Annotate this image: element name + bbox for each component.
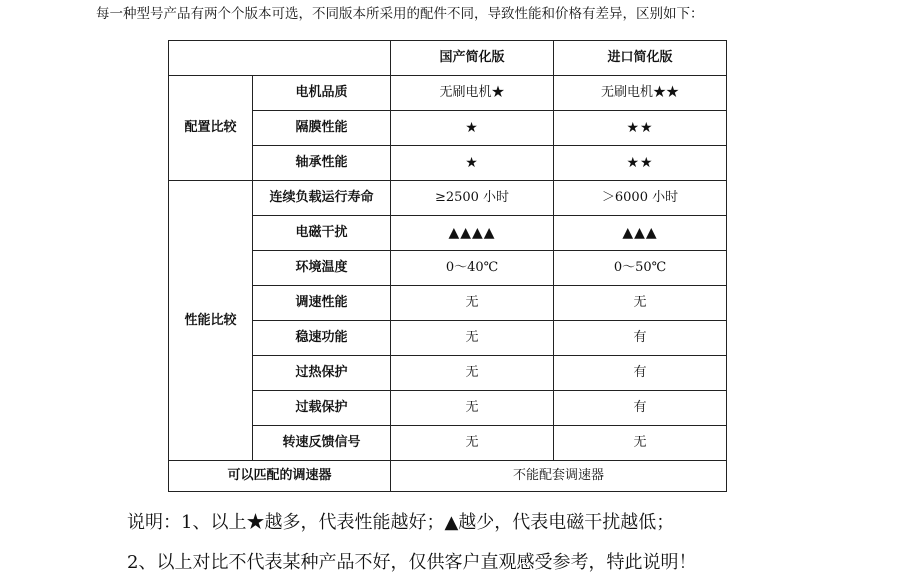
- cell-imported: ★★: [554, 111, 727, 146]
- cell-domestic: 无刷电机★: [391, 76, 554, 111]
- intro-text: 每一种型号产品有两个个版本可选，不同版本所采用的配件不同，导致性能和价格有差异，区别如下：: [96, 6, 704, 22]
- cell-domestic: ≥2500 小时: [391, 181, 554, 216]
- cell-imported: 0～50℃: [554, 251, 727, 286]
- table-row: [169, 286, 727, 321]
- note-line-2: 2、以上对比不代表某种产品不好，仅供客户直观感受参考，特此说明！: [127, 552, 697, 573]
- cell-imported: 有: [554, 321, 727, 356]
- cell-domestic: 无: [391, 286, 554, 321]
- table-row: [169, 76, 727, 111]
- table-row: [169, 146, 727, 181]
- row-label: 稳速功能: [253, 321, 391, 356]
- row-label: 电磁干扰: [253, 216, 391, 251]
- row-label: 过载保护: [253, 391, 391, 426]
- footer-value: 不能配套调速器: [391, 461, 727, 492]
- cell-imported: ★★: [554, 146, 727, 181]
- row-label: 转速反馈信号: [253, 426, 391, 461]
- cell-imported: ＞6000 小时: [554, 181, 727, 216]
- table-row: [169, 251, 727, 286]
- row-label: 连续负载运行寿命: [253, 181, 391, 216]
- table-row: [169, 216, 727, 251]
- group-label-config: 配置比较: [169, 76, 253, 181]
- note-line-1: 说明：1、以上★越多，代表性能越好；▲越少，代表电磁干扰越低；: [127, 512, 675, 533]
- table-footer-row: [169, 461, 727, 492]
- cell-domestic: 无: [391, 321, 554, 356]
- table-row: [169, 111, 727, 146]
- cell-imported: 有: [554, 391, 727, 426]
- table-row: [169, 356, 727, 391]
- table-row: [169, 426, 727, 461]
- comparison-table: [168, 40, 727, 492]
- row-label: 电机品质: [253, 76, 391, 111]
- cell-domestic: ▲▲▲▲: [391, 216, 554, 251]
- col-header-imported: 进口简化版: [554, 41, 727, 76]
- table-row: [169, 181, 727, 216]
- cell-imported: 无: [554, 286, 727, 321]
- row-label: 过热保护: [253, 356, 391, 391]
- group-label-performance: 性能比较: [169, 181, 253, 461]
- cell-domestic: ★: [391, 111, 554, 146]
- row-label: 调速性能: [253, 286, 391, 321]
- cell-imported: ▲▲▲: [554, 216, 727, 251]
- table-row: [169, 321, 727, 356]
- cell-domestic: 无: [391, 426, 554, 461]
- cell-imported: 无刷电机★★: [554, 76, 727, 111]
- row-label: 轴承性能: [253, 146, 391, 181]
- cell-domestic: 0～40℃: [391, 251, 554, 286]
- row-label: 隔膜性能: [253, 111, 391, 146]
- footer-label: 可以匹配的调速器: [169, 461, 391, 492]
- cell-domestic: 无: [391, 391, 554, 426]
- col-header-domestic: 国产简化版: [391, 41, 554, 76]
- table-row: [169, 391, 727, 426]
- row-label: 环境温度: [253, 251, 391, 286]
- cell-imported: 无: [554, 426, 727, 461]
- cell-imported: 有: [554, 356, 727, 391]
- cell-domestic: 无: [391, 356, 554, 391]
- table-header-row: [169, 41, 727, 76]
- header-blank-cell: [169, 41, 391, 76]
- cell-domestic: ★: [391, 146, 554, 181]
